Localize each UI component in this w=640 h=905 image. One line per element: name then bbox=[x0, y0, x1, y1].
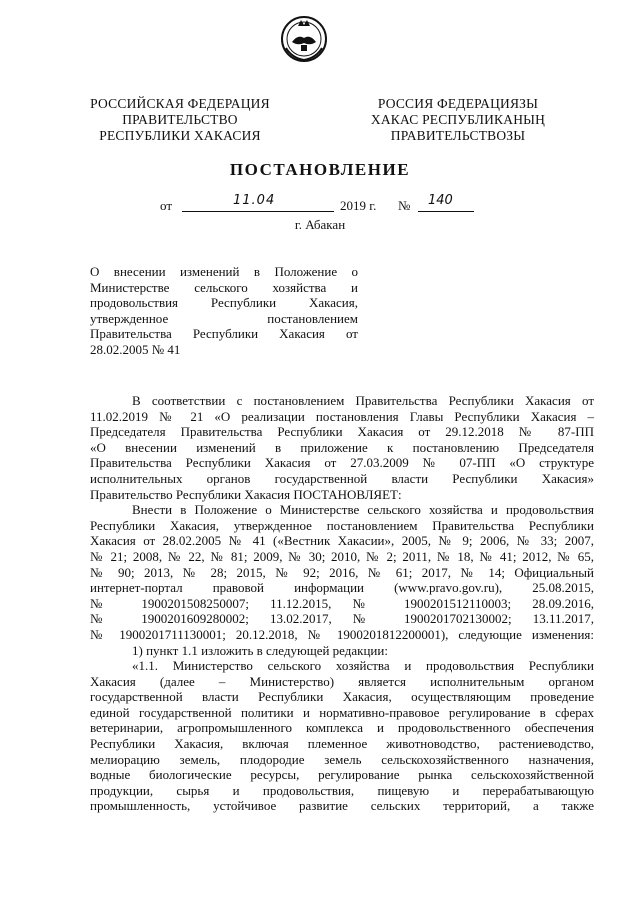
subject-line: утвержденное постановлением bbox=[90, 310, 358, 326]
date-number-row bbox=[0, 193, 640, 216]
body-line: № 21; 2008, № 22, № 81; 2009, № 30; 2010, № 2; 2011, № 18, № 41; 2012, № 65, bbox=[90, 548, 594, 564]
body-line: интернет-портал правовой информации (www.pravo.gov.ru), 25.08.2015, bbox=[90, 580, 594, 596]
body-line: № 1900201508250007; 11.12.2015, № 1900201512110003; 28.09.2016, bbox=[90, 595, 594, 611]
body-line: № 90; 2013, № 28; 2015, № 92; 2016, № 61; 2017, № 14; Официальный bbox=[90, 564, 594, 580]
header-left-line-2: ПРАВИТЕЛЬСТВО bbox=[122, 112, 238, 127]
subject-line: О внесении изменений в Положение о bbox=[90, 264, 358, 279]
body-line: Внести в Положение о Министерстве сельского хозяйства и продовольствия bbox=[132, 502, 594, 518]
city-label: г. Абакан bbox=[294, 217, 346, 232]
body-line: Республики Хакасия, утвержденное постановлением Правительства Республики bbox=[90, 517, 594, 533]
body-line: В соответствии с постановлением Правительства Республики Хакасия от bbox=[132, 393, 594, 408]
body-line: Председателя Правительства Республики Хакасия от 29.12.2018 № 87-ПП bbox=[90, 424, 594, 440]
body-line: государственной власти Республики Хакасия, осуществляющим проведение bbox=[90, 689, 594, 705]
date-prefix: от bbox=[160, 198, 173, 213]
body-line: промышленность, устойчивое развитие сельских территорий, а также bbox=[90, 798, 594, 814]
handwritten-number: 140 bbox=[428, 193, 453, 208]
header-right bbox=[362, 96, 554, 144]
header-right-line-2: ХАКАС РЕСПУБЛИКАНЫҢ bbox=[370, 112, 546, 127]
subject-line: Министерстве сельского хозяйства и bbox=[90, 279, 358, 295]
subject-block bbox=[90, 264, 358, 358]
body-line: мелиорацию земель, плодородие земель сельскохозяйственного назначения, bbox=[90, 751, 594, 767]
body-line: Хакасия (далее – Министерство) является исполнительным органом bbox=[90, 673, 594, 689]
number-underline bbox=[418, 211, 474, 212]
header-left-line-3: РЕСПУБЛИКИ ХАКАСИЯ bbox=[99, 128, 261, 143]
date-underline bbox=[182, 211, 334, 212]
document-title: ПОСТАНОВЛЕНИЕ bbox=[229, 160, 411, 179]
body-line: «1.1. Министерство сельского хозяйства и продовольствия Республики bbox=[132, 658, 594, 674]
body-line: Хакасия от 28.02.2005 № 41 («Вестник Хакасии», 2005, № 9; 2006, № 33; 2007, bbox=[90, 533, 594, 549]
body-line: ветеринарии, агропромышленного комплекса и продовольственного обеспечения bbox=[90, 720, 594, 736]
body-line: 11.02.2019 № 21 «О реализации постановления Главы Республики Хакасия – bbox=[90, 408, 594, 424]
body-line: № 1900201711130001; 20.12.2018, № 1900201812200001), следующие изменения: bbox=[90, 626, 594, 642]
subject-line: продовольствия Республики Хакасия, bbox=[90, 295, 358, 311]
handwritten-date: 11.04 bbox=[233, 193, 276, 208]
number-label: № bbox=[398, 198, 411, 213]
body-line: продукции, сырья и продовольствия, пищевую и перерабатывающую bbox=[90, 782, 594, 798]
body-line: Правительство Республики Хакасия ПОСТАНОВЛЯЕТ: bbox=[90, 486, 402, 502]
body-line: 1) пункт 1.1 изложить в следующей редакции: bbox=[132, 642, 388, 658]
body-line: водные биологические ресурсы, регулирование рынка сельскохозяйственной bbox=[90, 767, 594, 783]
header-right-line-3: ПРАВИТЕЛЬСТВОЗЫ bbox=[390, 128, 526, 143]
body-text bbox=[90, 393, 594, 814]
header-left bbox=[80, 96, 280, 144]
body-line: Республики Хакасия, включая племенное животноводство, растениеводство, bbox=[90, 736, 594, 752]
year-label: 2019 г. bbox=[340, 198, 377, 213]
coat-of-arms-icon bbox=[278, 12, 330, 64]
header-right-line-1: РОССИЯ ФЕДЕРАЦИЯЗЫ bbox=[377, 96, 539, 111]
body-line: «О внесении изменений в приложение к постановлению Председателя bbox=[90, 439, 594, 455]
header-left-line-1: РОССИЙСКАЯ ФЕДЕРАЦИЯ bbox=[90, 96, 270, 111]
subject-line: Правительства Республики Хакасия от bbox=[90, 326, 358, 342]
body-line: исполнительных органов государственной власти Республики Хакасия» bbox=[90, 470, 594, 486]
subject-line: 28.02.2005 № 41 bbox=[90, 341, 181, 357]
body-line: единой государственной политики и нормативно-правовое регулирование в сферах bbox=[90, 704, 594, 720]
body-line: № 1900201609280002; 13.02.2017, № 1900201702130002; 13.11.2017, bbox=[90, 611, 594, 627]
body-line: Правительства Республики Хакасия от 27.03.2009 № 07-ПП «О структуре bbox=[90, 455, 594, 471]
